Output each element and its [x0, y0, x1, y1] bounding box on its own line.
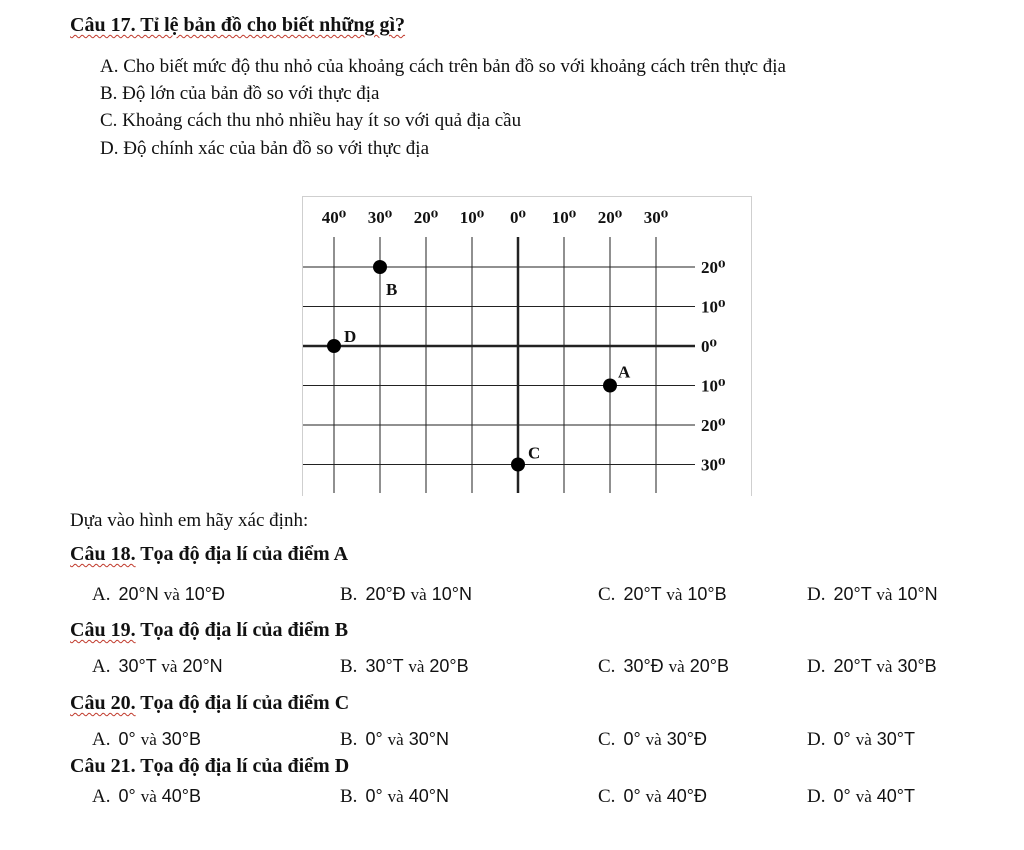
point-a-dot: [603, 379, 617, 393]
latitude-label: 20⁰: [701, 258, 726, 277]
longitude-label: 30⁰: [367, 208, 393, 227]
question-20-answer-d: D. 0° và 30°T: [807, 729, 915, 750]
question-20-title: [70, 692, 349, 715]
question-17-title-text: Câu 17. Tỉ lệ bản đồ cho biết những gì?: [70, 14, 406, 36]
point-c-label: C: [528, 443, 541, 463]
point-c-dot: [511, 458, 525, 472]
question-21-answer-a: A. 0° và 40°B: [92, 786, 202, 807]
latitude-label: 20⁰: [701, 416, 726, 435]
coordinate-grid-figure: [302, 196, 752, 496]
point-b-label: B: [386, 280, 398, 299]
longitude-label: 40⁰: [321, 208, 347, 227]
question-17-option-a: A. Cho biết mức độ thu nhỏ của khoảng cách trên bản đồ so với khoảng cách trên thực địa: [100, 56, 786, 77]
question-19-answer-b: B. 30°T và 20°B: [340, 656, 469, 677]
question-19-title: [70, 619, 348, 642]
question-21-title: [70, 755, 349, 778]
question-21-text: Tọa độ địa lí của điểm D: [135, 755, 350, 777]
question-19-answer-d: D. 20°T và 30°B: [807, 656, 937, 677]
question-17-option-b: B. Độ lớn của bản đồ so với thực địa: [100, 83, 380, 104]
question-19-answer-c: C. 30°Đ và 20°B: [598, 656, 729, 677]
longitude-label: 10⁰: [459, 208, 485, 227]
question-20-number: Câu 20.: [70, 692, 136, 714]
longitude-label: 20⁰: [597, 208, 623, 227]
question-18-answer-a: A. 20°N và 10°Đ: [92, 584, 225, 605]
question-19-text: Tọa độ địa lí của điểm B: [135, 619, 349, 641]
question-18-answer-d: D. 20°T và 10°N: [807, 584, 938, 605]
question-17-option-c: C. Khoảng cách thu nhỏ nhiều hay ít so với quả địa cầu: [100, 110, 522, 131]
coordinate-grid: [303, 197, 753, 497]
question-18-answer-b: B. 20°Đ và 10°N: [340, 584, 472, 605]
instruction-text: Dựa vào hình em hãy xác định:: [70, 510, 309, 531]
question-21-number: Câu 21.: [70, 755, 136, 777]
question-18-number: Câu 18.: [70, 543, 136, 565]
question-18-answer-c: C. 20°T và 10°B: [598, 584, 727, 605]
question-17-option-d: D. Độ chính xác của bản đồ so với thực địa: [100, 138, 430, 159]
point-a-label: A: [618, 362, 631, 382]
question-21-answer-c: C. 0° và 40°Đ: [598, 786, 707, 807]
question-20-text: Tọa độ địa lí của điểm C: [135, 692, 350, 714]
question-18-text: Tọa độ địa lí của điểm A: [135, 543, 349, 565]
question-20-answer-a: A. 0° và 30°B: [92, 729, 202, 750]
question-17-title: [70, 14, 405, 37]
question-19-answer-a: A. 30°T và 20°N: [92, 656, 223, 677]
question-21-answer-b: B. 0° và 40°N: [340, 786, 449, 807]
question-18-title: [70, 543, 348, 566]
question-20-answer-b: B. 0° và 30°N: [340, 729, 449, 750]
longitude-label: 0⁰: [510, 208, 526, 227]
longitude-label: 30⁰: [643, 208, 669, 227]
latitude-label: 10⁰: [701, 376, 726, 396]
question-21-answer-d: D. 0° và 40°T: [807, 786, 915, 807]
latitude-label: 0⁰: [701, 337, 717, 356]
latitude-label: 10⁰: [701, 297, 726, 317]
longitude-label: 10⁰: [551, 208, 577, 227]
question-20-answer-c: C. 0° và 30°Đ: [598, 729, 707, 750]
point-d-dot: [327, 339, 341, 353]
point-d-label: D: [344, 327, 357, 346]
question-19-number: Câu 19.: [70, 619, 136, 641]
longitude-label: 20⁰: [413, 208, 439, 227]
point-b-dot: [373, 260, 387, 274]
latitude-label: 30⁰: [701, 455, 726, 475]
